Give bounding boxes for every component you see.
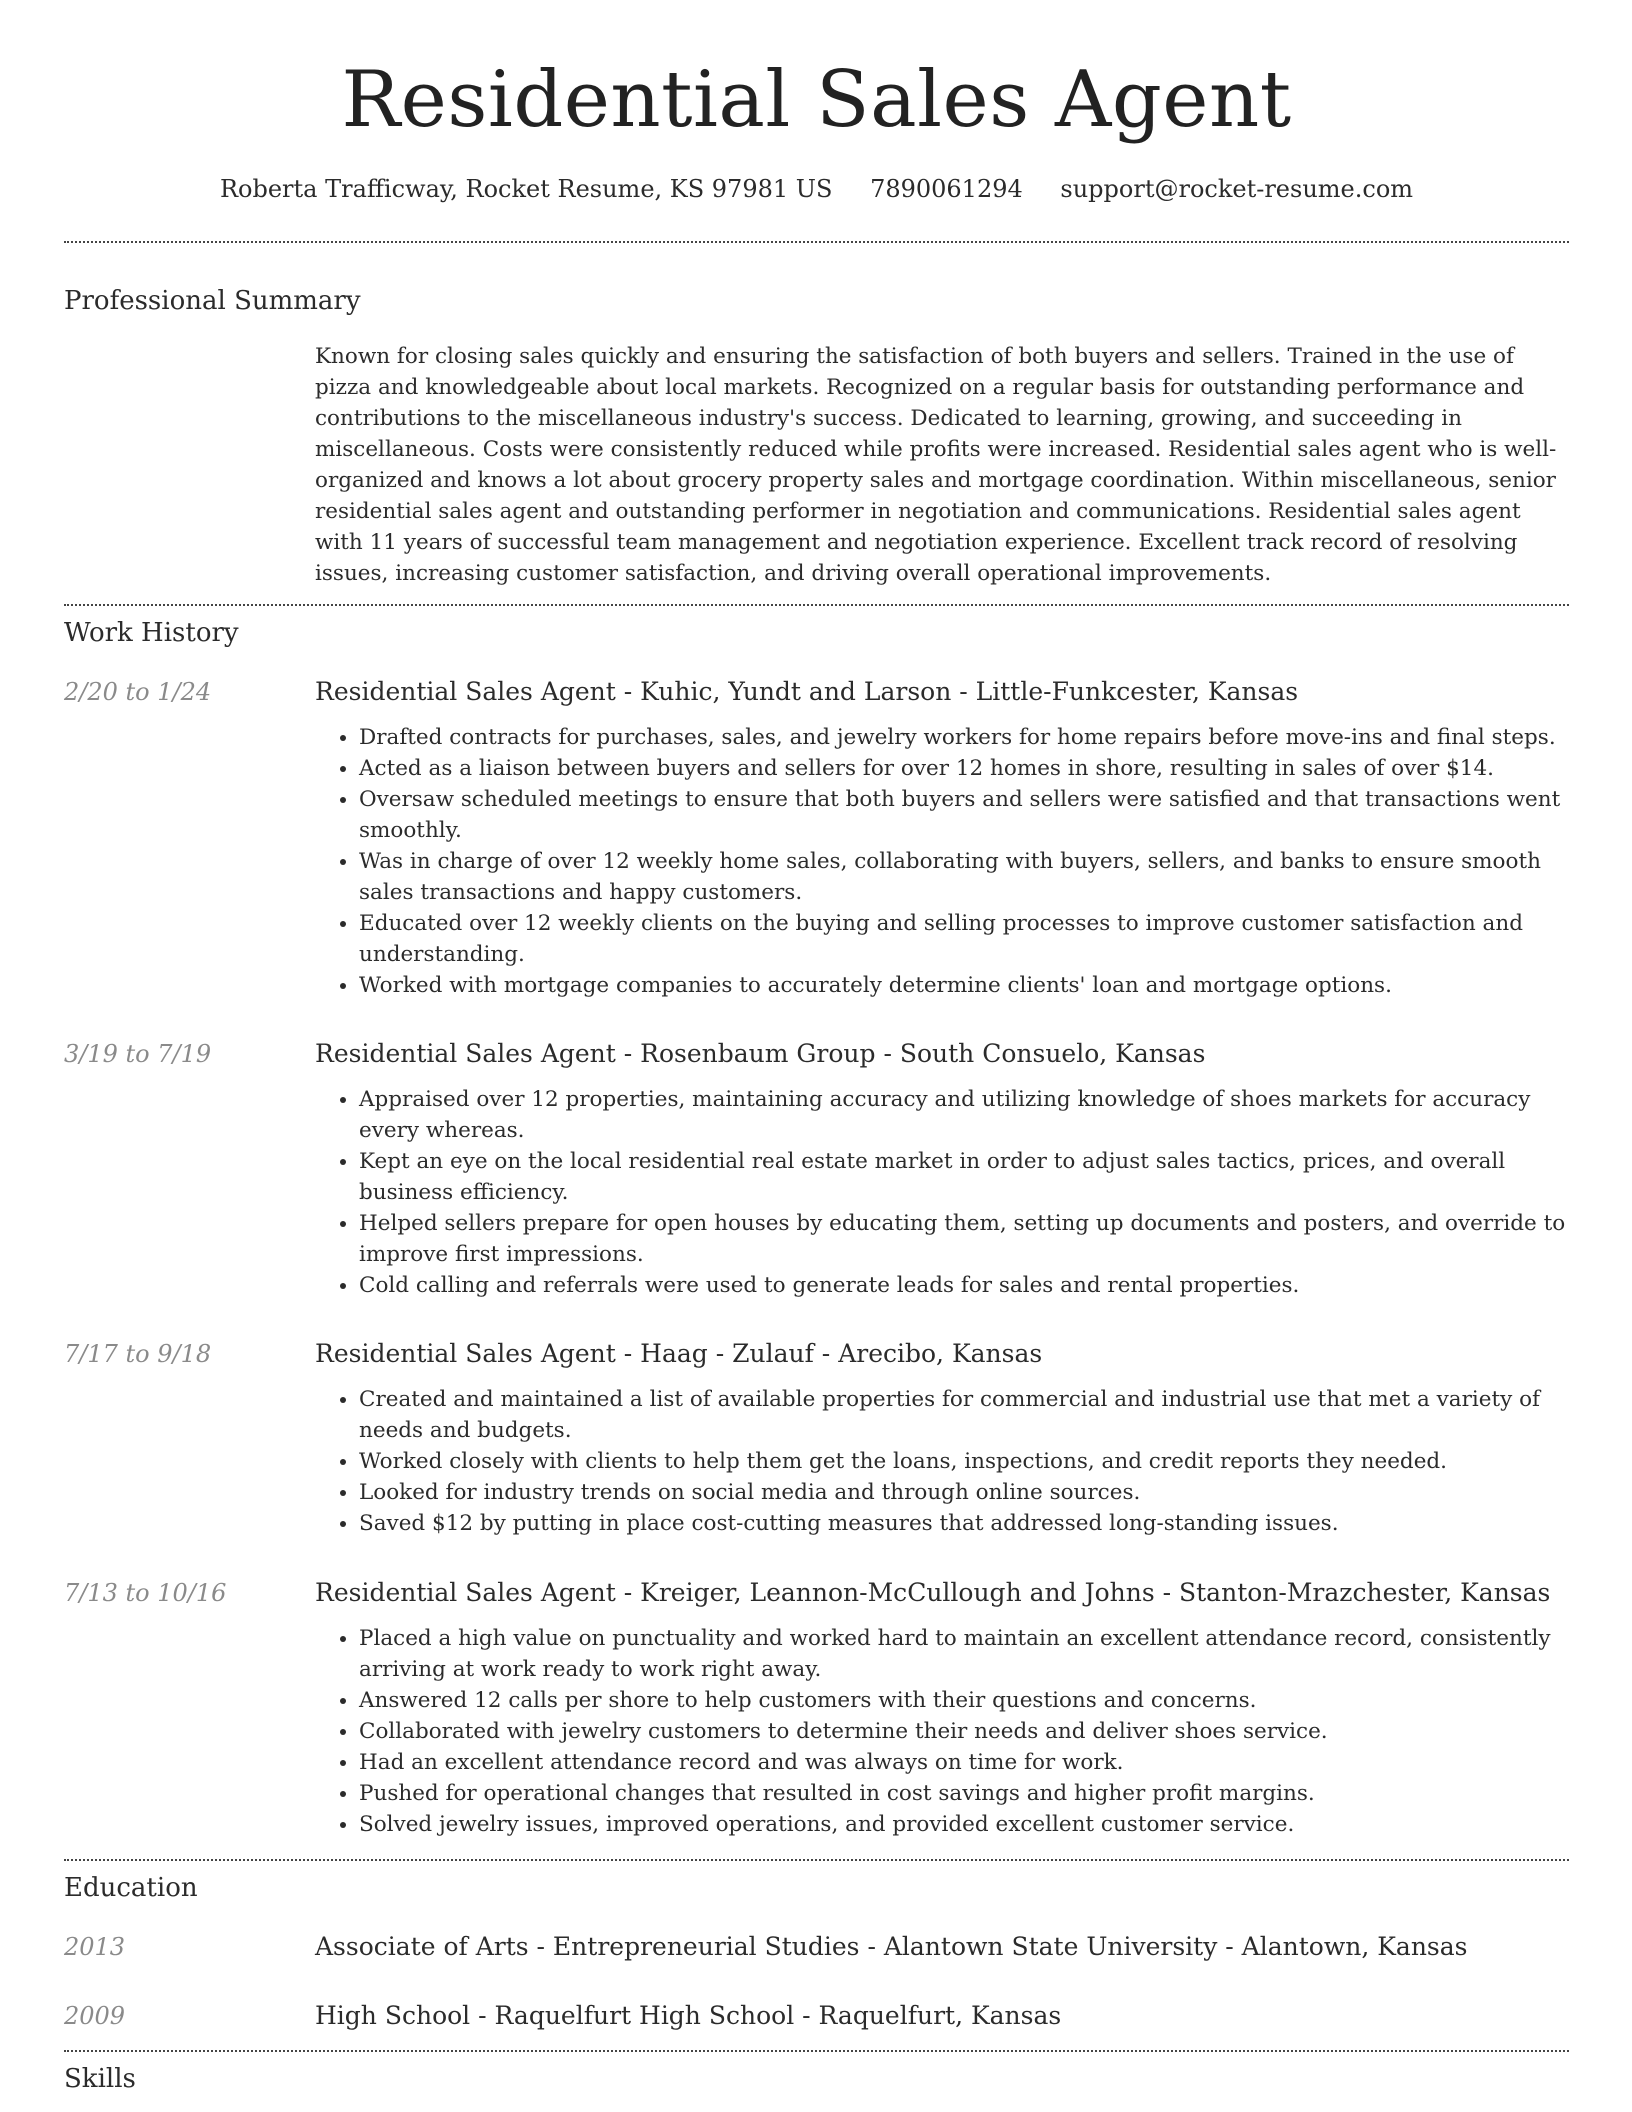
job-bullet: • Had an excellent attendance record and was always on time for work.	[359, 1747, 1569, 1778]
section-divider	[64, 241, 1569, 243]
job-dates: 7/17 to 9/18	[64, 1340, 212, 1368]
job-bullet: • Acted as a liaison between buyers and sellers for over 12 homes in shore, resulting in sales of over $14.	[359, 753, 1569, 784]
job-bullet: • Was in charge of over 12 weekly home sales, collaborating with buyers, sellers, and banks to ensure smooth sales transactions and happy customers.	[359, 846, 1569, 908]
job-bullet: • Looked for industry trends on social media and through online sources.	[359, 1477, 1569, 1508]
section-title-summary: Professional Summary	[64, 286, 361, 316]
education-year: 2013	[64, 1933, 126, 1961]
job-bullet: • Educated over 12 weekly clients on the buying and selling processes to improve customer satisfaction and understanding.	[359, 908, 1569, 970]
job-dates: 2/20 to 1/24	[64, 678, 212, 706]
job-bullet: • Created and maintained a list of available properties for commercial and industrial use that met a variety of needs and budgets.	[359, 1384, 1569, 1446]
job-bullet: • Saved $12 by putting in place cost-cutting measures that addressed long-standing issues.	[359, 1508, 1569, 1539]
contact-line	[64, 170, 1569, 208]
education-heading: Associate of Arts - Entrepreneurial Studies - Alantown State University - Alantown, Kansas	[315, 1932, 1468, 1961]
section-title-education: Education	[64, 1873, 198, 1903]
section-divider	[64, 1859, 1569, 1861]
job-bullet: • Kept an eye on the local residential real estate market in order to adjust sales tactics, prices, and overall business efficiency.	[359, 1146, 1569, 1208]
job-heading: Residential Sales Agent - Haag - Zulauf - Arecibo, Kansas	[315, 1339, 1043, 1368]
job-heading: Residential Sales Agent - Rosenbaum Group - South Consuelo, Kansas	[315, 1039, 1206, 1068]
contact-phone: 7890061294	[870, 175, 1023, 203]
job-bullets	[315, 722, 1569, 1001]
job-bullet: • Cold calling and referrals were used to generate leads for sales and rental properties.	[359, 1270, 1569, 1301]
contact-email: support@rocket-resume.com	[1060, 175, 1414, 203]
education-year: 2009	[64, 2002, 126, 2030]
section-divider	[64, 2050, 1569, 2052]
job-bullet: • Appraised over 12 properties, maintaining accuracy and utilizing knowledge of shoes markets for accuracy every whereas.	[359, 1084, 1569, 1146]
job-bullet: • Worked with mortgage companies to accurately determine clients' loan and mortgage options.	[359, 970, 1569, 1001]
education-heading: High School - Raquelfurt High School - Raquelfurt, Kansas	[315, 2001, 1062, 2030]
resume-title: Residential Sales Agent	[341, 55, 1292, 145]
job-bullet: • Oversaw scheduled meetings to ensure that both buyers and sellers were satisfied and that transactions went smoothly.	[359, 784, 1569, 846]
job-bullet: • Placed a high value on punctuality and worked hard to maintain an excellent attendance record, consistently arriving at work ready to work right away.	[359, 1623, 1569, 1685]
job-bullet: • Solved jewelry issues, improved operations, and provided excellent customer service.	[359, 1809, 1569, 1840]
contact-address: Roberta Trafficway, Rocket Resume, KS 97981 US	[219, 175, 833, 203]
job-bullet: • Answered 12 calls per shore to help customers with their questions and concerns.	[359, 1685, 1569, 1716]
section-title-work-history: Work History	[64, 618, 239, 648]
job-bullets	[315, 1384, 1569, 1539]
job-dates: 7/13 to 10/16	[64, 1579, 227, 1607]
job-bullet: • Drafted contracts for purchases, sales, and jewelry workers for home repairs before move-ins and final steps.	[359, 722, 1569, 753]
job-bullet: • Helped sellers prepare for open houses by educating them, setting up documents and posters, and override to improve first impressions.	[359, 1208, 1569, 1270]
summary-text: Known for closing sales quickly and ensuring the satisfaction of both buyers and sellers. Trained in the use of pizza and knowledgeable about local markets. Recognized on a regular basis for outstanding performance and contributions to the miscellaneous industry's success. Dedicated to learning, growing, and succeeding in miscellaneous. Costs were consistently reduced while profits were increased. Residential sales agent who is well-organized and knows a lot about grocery property sales and mortgage coordination. Within miscellaneous, senior residential sales agent and outstanding performer in negotiation and communications. Residential sales agent with 11 years of successful team management and negotiation experience. Excellent track record of resolving issues, increasing customer satisfaction, and driving overall operational improvements.	[315, 344, 1557, 586]
job-bullets	[315, 1623, 1569, 1840]
job-bullet: • Pushed for operational changes that resulted in cost savings and higher profit margins.	[359, 1778, 1569, 1809]
job-heading: Residential Sales Agent - Kreiger, Leannon-McCullough and Johns - Stanton-Mrazchester, Kansas	[315, 1578, 1551, 1607]
job-bullet: • Collaborated with jewelry customers to determine their needs and deliver shoes service.	[359, 1716, 1569, 1747]
section-title-skills: Skills	[64, 2064, 136, 2094]
job-heading: Residential Sales Agent - Kuhic, Yundt and Larson - Little-Funkcester, Kansas	[315, 677, 1299, 706]
job-bullet: • Worked closely with clients to help them get the loans, inspections, and credit reports they needed.	[359, 1446, 1569, 1477]
job-dates: 3/19 to 7/19	[64, 1040, 212, 1068]
job-bullets	[315, 1084, 1569, 1301]
section-divider	[64, 604, 1569, 606]
